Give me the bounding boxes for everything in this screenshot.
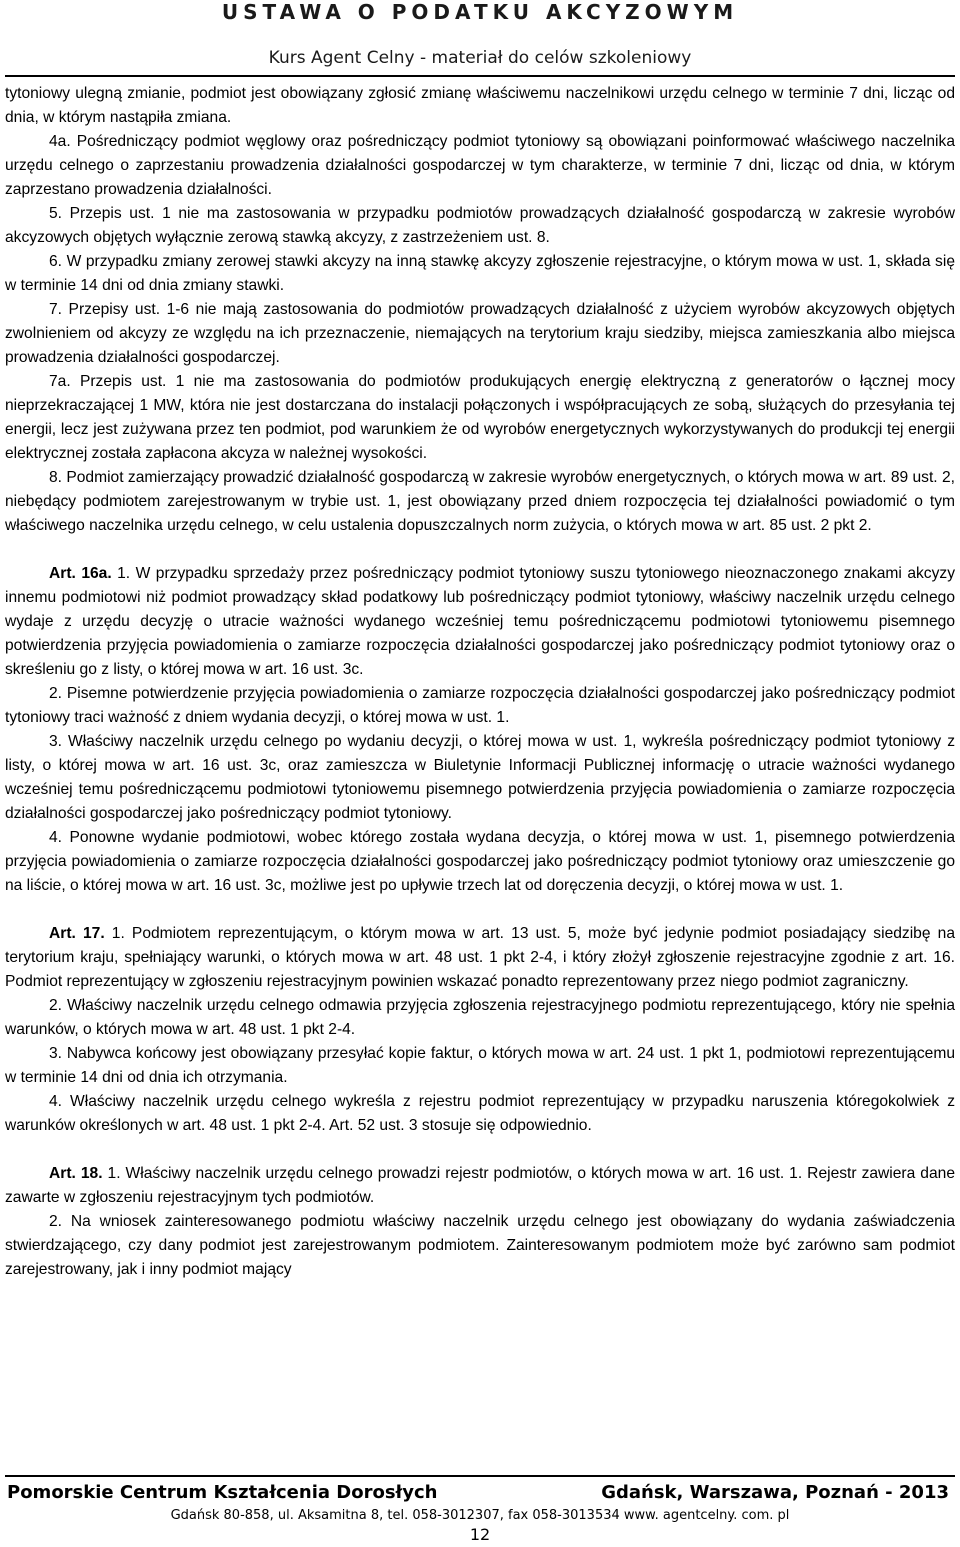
article-label: Art. 16a. [49,565,112,582]
document-title: USTAWA O PODATKU AKCYZOWYM [221,0,739,24]
paragraph-text: 2. Pisemne potwierdzenie przyjęcia powiadomienia o zamiarze rozpoczęcia działalności gospodarczej jako pośredniczący podmiot tytoniowy traci ważność z dniem wydania decyzji, o której mowa w ust. 1. [5,685,955,726]
paragraph [5,130,955,202]
footer-address: Gdańsk 80-858, ul. Aksamitna 8, tel. 058-3012307, fax 058-3013534 www. agentcelny. com. pl [170,1508,790,1523]
paragraph-text: 3. Właściwy naczelnik urzędu celnego po wydaniu decyzji, o której mowa w ust. 1, wykreśla pośredniczący podmiot tytoniowy z listy, o której mowa w art. 16 ust. 3c, oraz zamieszcza w Biuletynie Informacji Publicznej informację o utracie ważności wydanego wcześniej temu pośredniczącemu podmiotowi tytoniowemu pisemnego potwierdzenia przyjęcia powiadomienia o zamiarze rozpoczęcia działalności gospodarczej jako pośredniczący podmiot tytoniowy. [5,733,955,822]
paragraph-text: 5. Przepis ust. 1 nie ma zastosowania w przypadku podmiotów prowadzących działalność gospodarczą w zakresie wyrobów akcyzowych objętych wyłącznie zerową stawką akcyzy, z zastrzeżeniem ust. 8. [5,205,955,246]
page-number: 12 [469,1525,491,1544]
paragraph-text: tytoniowy ulegną zmianie, podmiot jest obowiązany zgłosić zmianę właściwemu naczelnikowi urzędu celnego w terminie 7 dni, licząc od dnia, w którym nastąpiła zmiana. [5,85,955,126]
paragraph-text: 7. Przepisy ust. 1-6 nie mają zastosowania do podmiotów prowadzących działalność z użyciem wyrobów akcyzowych objętych zwolnieniem od akcyzy ze względu na ich przeznaczenie, niemających na terytorium kraju siedziby, miejsca zamieszkania albo miejsca prowadzenia działalności gospodarczej. [5,301,955,366]
paragraph [5,730,955,826]
paragraph [5,1042,955,1090]
paragraph [5,994,955,1042]
paragraph-text: 8. Podmiot zamierzający prowadzić działalność gospodarczą w zakresie wyrobów energetycznych, o których mowa w art. 89 ust. 2, niebędący podmiotem zarejestrowanym w trybie ust. 1, jest obowiązany przed dniem rozpoczęcia tej działalności powiadomić o tym właściwego naczelnika urzędu celnego, w celu ustalenia dopuszczalnych norm zużycia, o których mowa w art. 85 ust. 2 pkt 2. [5,469,955,534]
footer-organization: Pomorskie Centrum Kształcenia Dorosłych [7,1482,438,1503]
paragraph-text: 2. Na wniosek zainteresowanego podmiotu właściwy naczelnik urzędu celnego jest obowiązany do wydania zaświadczenia stwierdzającego, czy dany podmiot jest zarejestrowanym podmiotem. Zainteresowanym podmiotem może być zarówno sam podmiot zarejestrowany, jak i inny podmiot mający [5,1213,955,1278]
document-subtitle: Kurs Agent Celny - materiał do celów szkoleniowy [268,48,692,68]
paragraph-text: 4. Ponowne wydanie podmiotowi, wobec którego została wydana decyzja, o której mowa w ust. 1, pisemnego potwierdzenia przyjęcia powiadomienia o zamiarze rozpoczęcia działalności gospodarczej jako pośredniczący podmiot tytoniowy oraz umieszczenie go na liście, o której mowa w art. 16 ust. 3c, możliwe jest po upływie trzech lat od doręczenia decyzji, o której mowa w ust. 1. [5,829,955,894]
paragraph [5,826,955,898]
paragraph [5,682,955,730]
paragraph-text: 1. Właściwy naczelnik urzędu celnego prowadzi rejestr podmiotów, o których mowa w art. 16 ust. 1. Rejestr zawiera dane zawarte w zgłoszeniu rejestracyjnym tych podmiotów. [5,1165,955,1206]
document-body [5,82,955,1282]
paragraph-text: 3. Nabywca końcowy jest obowiązany przesyłać kopie faktur, o których mowa w art. 24 ust. 1 pkt 1, podmiotowi reprezentującemu w terminie 14 dni od dnia ich otrzymania. [5,1045,955,1086]
paragraph-text: 2. Właściwy naczelnik urzędu celnego odmawia przyjęcia zgłoszenia rejestracyjnego podmiotu reprezentującego, który nie spełnia warunków, o których mowa w art. 48 ust. 1 pkt 2-4. [5,997,955,1038]
paragraph-text: 4. Właściwy naczelnik urzędu celnego wykreśla z rejestru podmiot reprezentujący w przypadku naruszenia któregokolwiek z warunków określonych w art. 48 ust. 1 pkt 2-4. Art. 52 ust. 3 stosuje się odpowiednio. [5,1093,955,1134]
article-paragraph [5,1162,955,1210]
footer-cities-year: Gdańsk, Warszawa, Poznań - 2013 [601,1482,949,1503]
paragraph [5,250,955,298]
paragraph-text: 4a. Pośredniczący podmiot węglowy oraz pośredniczący podmiot tytoniowy są obowiązani poinformować właściwego naczelnika urzędu celnego o zaprzestaniu prowadzenia działalności gospodarczej w tym charakterze, w terminie 7 dni, licząc od dnia, w którym zaprzestano prowadzenia działalności. [5,133,955,198]
paragraph [5,202,955,250]
article-label: Art. 17. [49,925,105,942]
paragraph [5,1210,955,1282]
paragraph [5,466,955,538]
article-paragraph [5,922,955,994]
paragraph-text: 6. W przypadku zmiany zerowej stawki akcyzy na inną stawkę akcyzy zgłoszenie rejestracyjne, o którym mowa w ust. 1, składa się w terminie 14 dni od dnia zmiany stawki. [5,253,955,294]
article-label: Art. 18. [49,1165,103,1182]
footer-divider [5,1475,955,1477]
paragraph-text: 1. W przypadku sprzedaży przez pośredniczący podmiot tytoniowy suszu tytoniowego nieoznaczonego znakami akcyzy innemu podmiotowi niż podmiot prowadzący skład podatkowy lub pośredniczący podmiot tytoniowy, właściwy naczelnik urzędu celnego wydaje z urzędu decyzję o utracie ważności wydanego wcześniej temu pośredniczącemu podmiotowi tytoniowemu pisemnego potwierdzenia przyjęcia powiadomienia o zamiarze rozpoczęcia działalności gospodarczej jako pośredniczący podmiot tytoniowy oraz o skreśleniu go z listy, o której mowa w art. 16 ust. 3c. [5,565,955,678]
article-paragraph [5,562,955,682]
paragraph [5,370,955,466]
paragraph [5,1090,955,1138]
paragraph-text: 1. Podmiotem reprezentującym, o którym mowa w art. 13 ust. 5, może być jedynie podmiot posiadający siedzibę na terytorium kraju, spełniający warunki, o których mowa w art. 48 ust. 1 pkt 2-4, i który złożył zgłoszenie rejestracyjne zgodnie z art. 16. Podmiot reprezentujący w zgłoszeniu rejestracyjnym powinien wskazać ponadto reprezentowany przez niego podmiot zagraniczny. [5,925,955,990]
paragraph [5,298,955,370]
header-divider [5,75,955,77]
paragraph-text: 7a. Przepis ust. 1 nie ma zastosowania do podmiotów produkujących energię elektryczną z generatorów o łącznej mocy nieprzekraczającej 1 MW, która nie jest dostarczana do instalacji połączonych i współpracujących ze sobą, służących do przesyłania tej energii, lecz jest zużywana przez ten podmiot, pod warunkiem że od wyrobów energetycznych wykorzystywanych do produkcji tej energii elektrycznej została zapłacona akcyza w należnej wysokości. [5,373,955,462]
paragraph [5,82,955,130]
